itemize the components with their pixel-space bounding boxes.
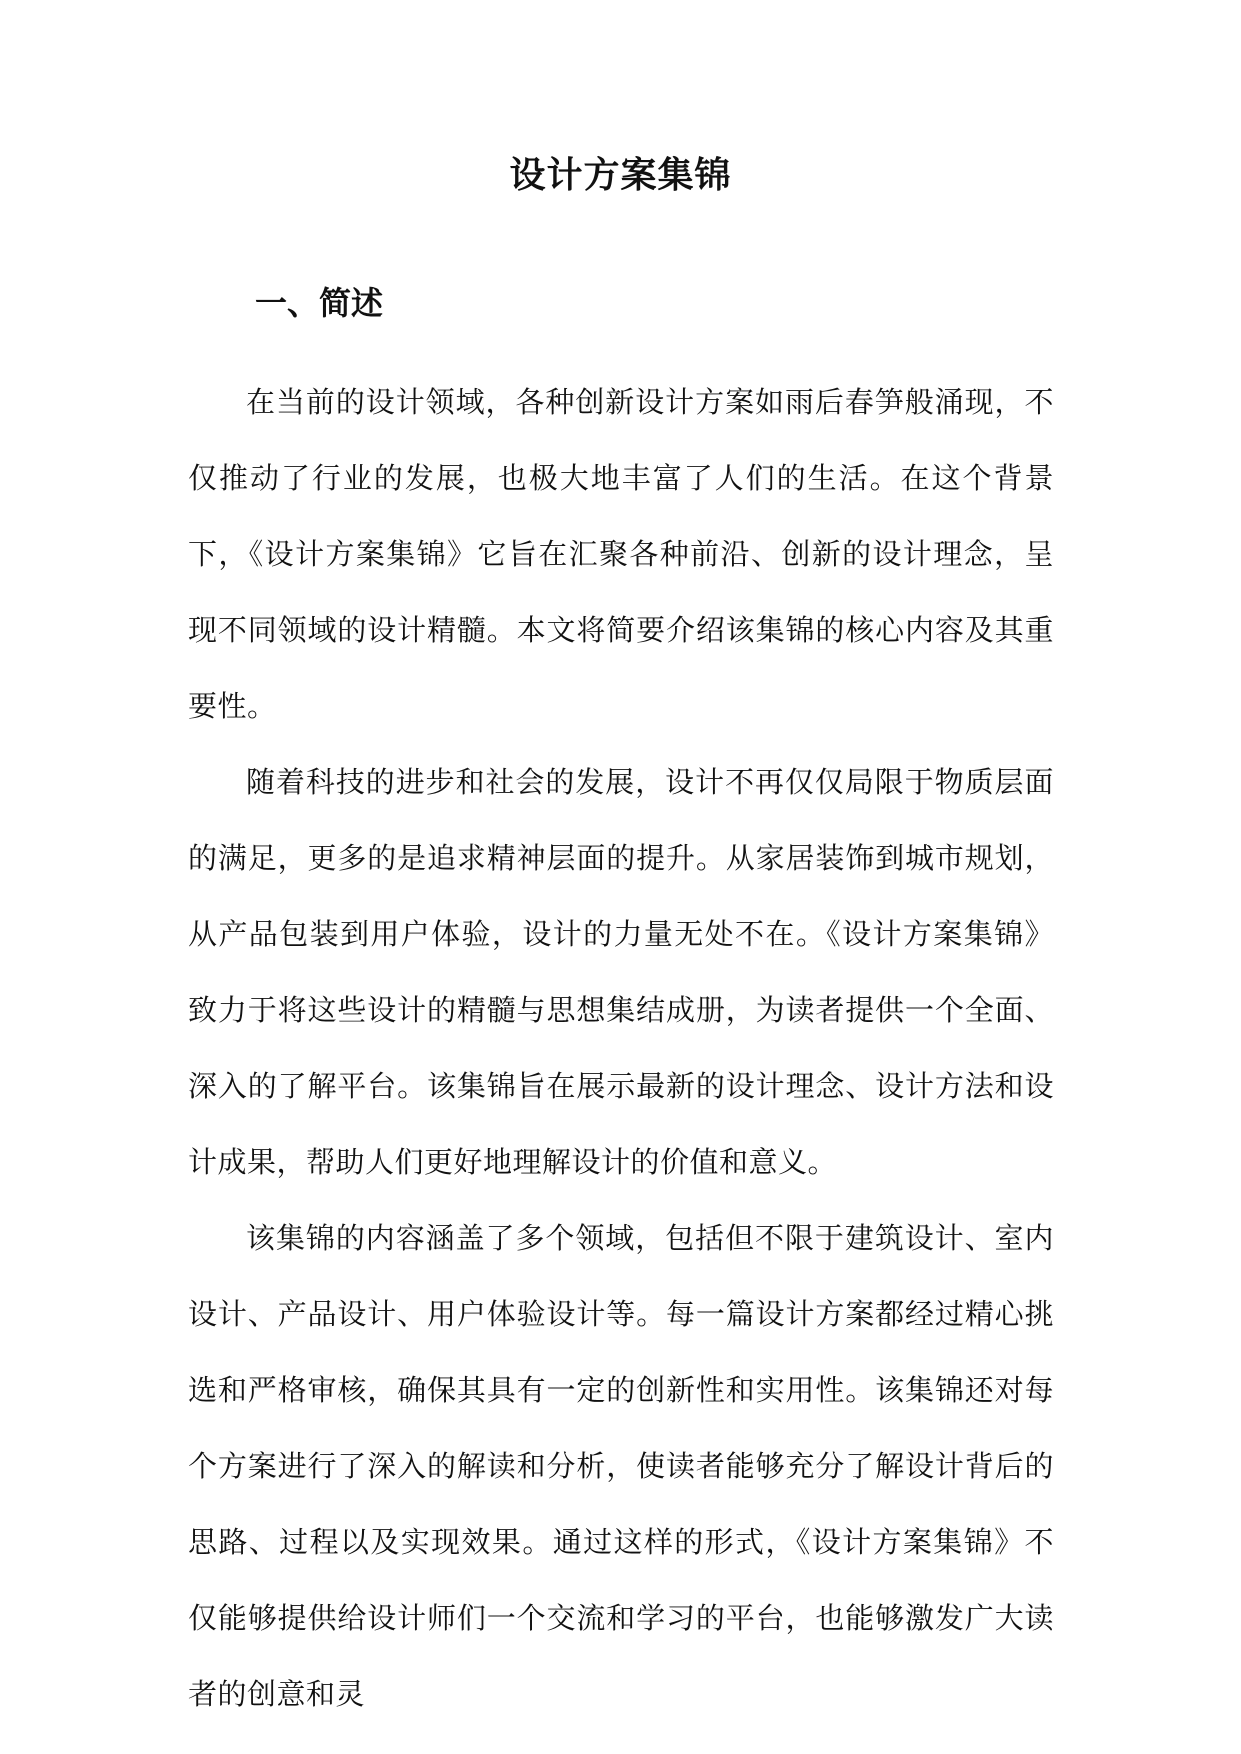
section-heading: 一、简述 bbox=[255, 284, 384, 322]
section-body bbox=[188, 364, 1054, 1732]
document-title: 设计方案集锦 bbox=[509, 155, 732, 196]
paragraph: 在当前的设计领域，各种创新设计方案如雨后春笋般涌现，不仅推动了行业的发展，也极大地丰富了人们的生活。在这个背景下，《设计方案集锦》它旨在汇聚各种前沿、创新的设计理念，呈现不同领域的设计精髓。本文将简要介绍该集锦的核心内容及其重要性。 bbox=[188, 385, 1054, 723]
paragraph: 该集锦的内容涵盖了多个领域，包括但不限于建筑设计、室内设计、产品设计、用户体验设计等。每一篇设计方案都经过精心挑选和严格审核，确保其具有一定的创新性和实用性。该集锦还对每个方案进行了深入的解读和分析，使读者能够充分了解设计背后的思路、过程以及实现效果。通过这样的形式，《设计方案集锦》不仅能够提供给设计师们一个交流和学习的平台，也能够激发广大读者的创意和灵 bbox=[188, 1221, 1054, 1711]
paragraph: 随着科技的进步和社会的发展，设计不再仅仅局限于物质层面的满足，更多的是追求精神层面的提升。从家居装饰到城市规划，从产品包装到用户体验，设计的力量无处不在。《设计方案集锦》致力于将这些设计的精髓与思想集结成册，为读者提供一个全面、深入的了解平台。该集锦旨在展示最新的设计理念、设计方法和设计成果，帮助人们更好地理解设计的价值和意义。 bbox=[188, 765, 1054, 1179]
